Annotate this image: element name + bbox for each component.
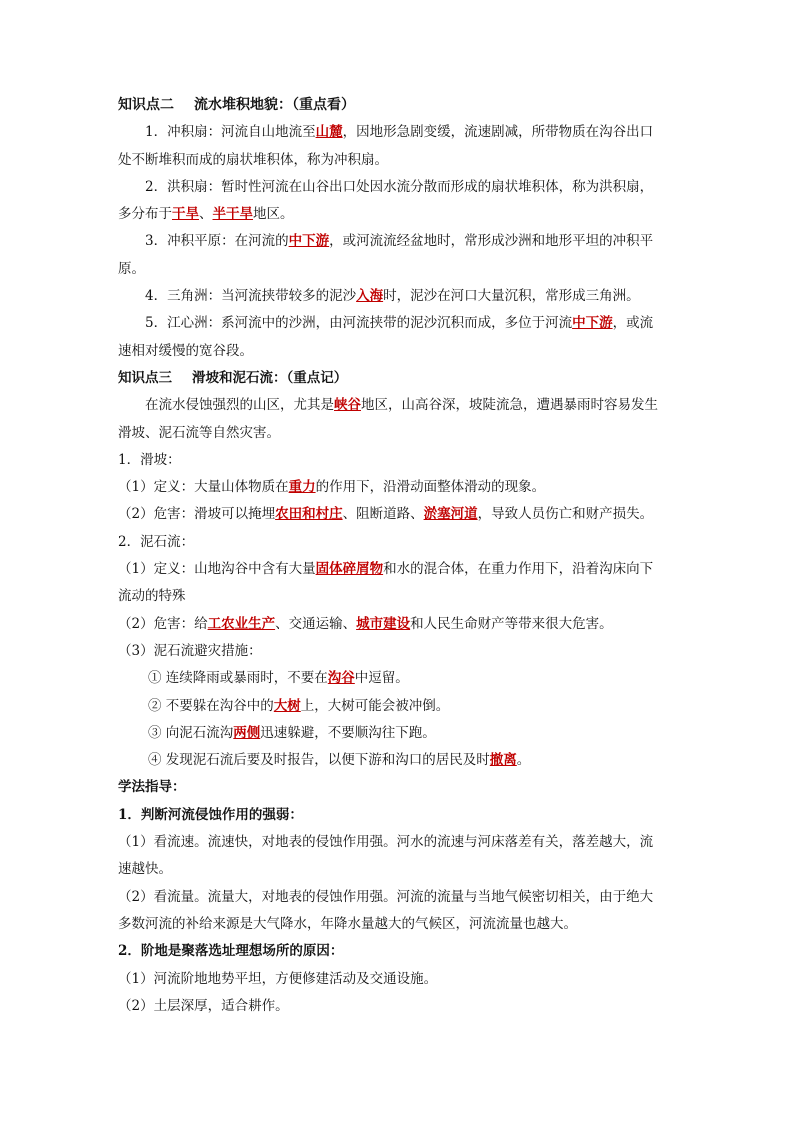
debris-flow-definition-cont: 流动的特殊 <box>118 588 186 605</box>
erosion-flow-volume-cont: 多数河流的补给来源是大气降水，年降水量越大的气候区，河流流量也越大。 <box>118 915 577 932</box>
key-term: 山麓 <box>315 124 343 141</box>
item-pluvial-fan-cont: 多分布于干旱、半干旱地区。 <box>118 206 294 223</box>
key-term: 入海 <box>356 288 384 305</box>
erosion-flow-volume: （2）看流量。流量大，对地表的侵蚀作用强。河流的流量与当地气候密切相关，由于绝大 <box>118 888 654 905</box>
key-term: 农田和村庄 <box>275 506 343 523</box>
intro-paragraph: 在流水侵蚀强烈的山区，尤其是峡谷地区，山高谷深，坡陡流急，遭遇暴雨时容易发生 <box>145 397 658 414</box>
study-guide-heading: 学法指导： <box>118 779 186 796</box>
landslide-title: 1．滑坡： <box>118 451 181 468</box>
debris-flow-harm: （2）危害：给工农业生产、交通运输、城市建设和人民生命财产等带来很大危害。 <box>118 615 613 632</box>
key-term: 大树 <box>273 697 301 714</box>
measure-3: ③ 向泥石流沟两侧迅速躲避，不要顺沟往下跑。 <box>148 724 436 741</box>
key-term: 固体碎屑物 <box>315 561 384 578</box>
measure-2: ② 不要躲在沟谷中的大树上，大树可能会被冲倒。 <box>148 697 450 714</box>
key-term: 城市建设 <box>356 615 411 632</box>
terrace-title: 2．阶地是聚落选址理想场所的原因： <box>118 943 344 960</box>
erosion-strength-title: 1．判断河流侵蚀作用的强弱： <box>118 806 303 823</box>
key-term: 工农业生产 <box>207 615 276 632</box>
debris-flow-definition: （1）定义：山地沟谷中含有大量固体碎屑物和水的混合体，在重力作用下，沿着沟床向下 <box>118 561 654 578</box>
key-term: 干旱 <box>172 206 199 223</box>
item-alluvial-fan: 1．冲积扇：河流自山地流至山麓，因地形急剧变缓，流速剧减，所带物质在沟谷出口 <box>145 124 654 141</box>
key-term: 中下游 <box>288 233 330 250</box>
key-term: 半干旱 <box>212 206 253 223</box>
key-term: 峡谷 <box>334 397 361 414</box>
item-delta: 4．三角洲：当河流挟带较多的泥沙入海时，泥沙在河口大量沉积，常形成三角洲。 <box>145 288 640 305</box>
key-term: 重力 <box>288 479 316 496</box>
key-term: 淤塞河道 <box>423 506 478 523</box>
item-alluvial-fan-cont: 处不断堆积而成的扇状堆积体，称为冲积扇。 <box>118 151 388 168</box>
key-term: 两侧 <box>233 724 261 741</box>
key-term: 撤离 <box>489 752 517 769</box>
section-heading-deposition: 知识点二 流水堆积地貌：（重点看） <box>118 97 355 113</box>
erosion-flow-speed-cont: 速越快。 <box>118 861 172 878</box>
item-pluvial-fan: 2．洪积扇：暂时性河流在山谷出口处因水流分散而形成的扇状堆积体，称为洪积扇， <box>145 178 654 195</box>
item-alluvial-plain-cont: 原。 <box>118 260 145 277</box>
erosion-flow-speed: （1）看流速。流速快，对地表的侵蚀作用强。河水的流速与河床落差有关，落差越大，流 <box>118 834 654 851</box>
landslide-harm: （2）危害：滑坡可以掩埋农田和村庄、阻断道路、淤塞河道，导致人员伤亡和财产损失。 <box>118 506 654 523</box>
avoidance-title: （3）泥石流避灾措施： <box>118 642 262 659</box>
debris-flow-title: 2．泥石流： <box>118 533 195 550</box>
item-river-island-cont: 速相对缓慢的宽谷段。 <box>118 342 253 359</box>
key-term: 中下游 <box>572 315 613 332</box>
item-river-island: 5．江心洲：系河流中的沙洲，由河流挟带的泥沙沉积而成，多位于河流中下游，或流 <box>145 315 654 332</box>
terrace-reason-2: （2）土层深厚，适合耕作。 <box>118 997 289 1014</box>
terrace-reason-1: （1）河流阶地地势平坦，方便修建活动及交通设施。 <box>118 970 438 987</box>
key-term: 沟谷 <box>327 670 355 687</box>
item-alluvial-plain: 3．冲积平原：在河流的中下游，或河流流经盆地时，常形成沙洲和地形平坦的冲积平 <box>145 233 654 250</box>
section-heading-landslide: 知识点三 滑坡和泥石流：（重点记） <box>118 369 348 386</box>
measure-4: ④ 发现泥石流后要及时报告，以便下游和沟口的居民及时撤离。 <box>148 752 531 769</box>
document-page <box>118 92 678 1020</box>
measure-1: ① 连续降雨或暴雨时，不要在沟谷中逗留。 <box>148 670 409 687</box>
intro-paragraph-cont: 滑坡、泥石流等自然灾害。 <box>118 424 280 441</box>
landslide-definition: （1）定义：大量山体物质在重力的作用下，沿滑动面整体滑动的现象。 <box>118 479 546 496</box>
